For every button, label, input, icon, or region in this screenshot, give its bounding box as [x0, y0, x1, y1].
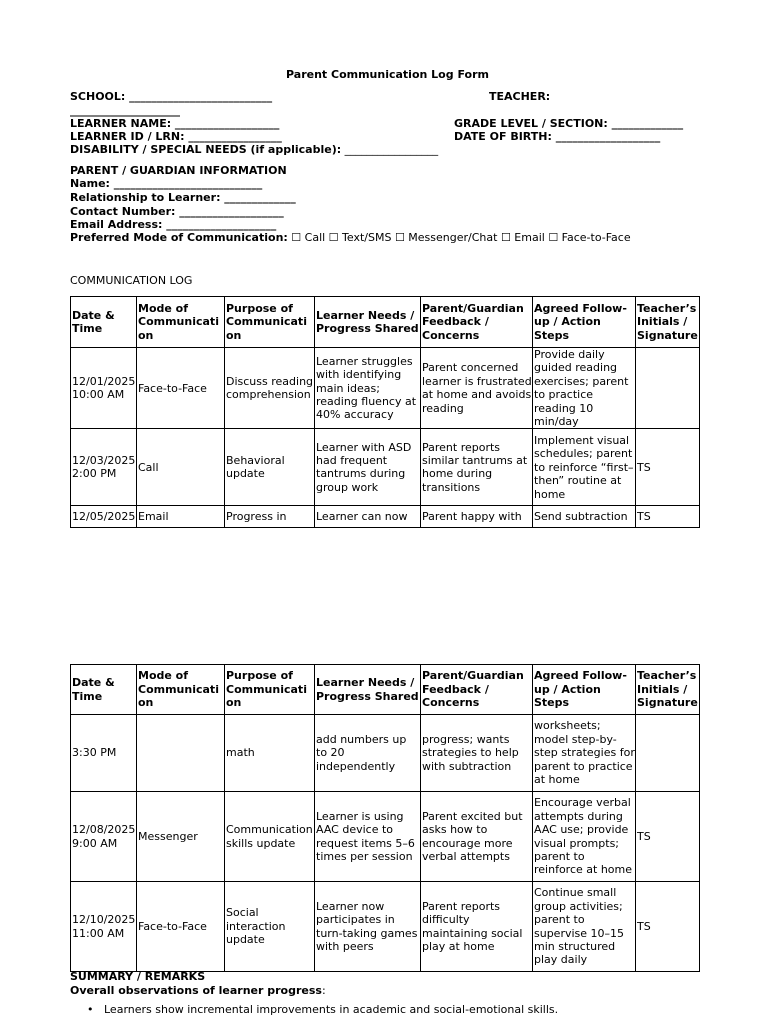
cell-date-time: 12/01/2025 10:00 AM: [71, 348, 137, 429]
table-row: [71, 429, 700, 506]
header-learner-needs: Learner Needs / Progress Shared: [315, 665, 421, 715]
cell-initials: [636, 715, 700, 792]
guardian-name-field: Name: ___________________________: [70, 177, 263, 190]
email-address-field: Email Address: ____________________: [70, 218, 277, 231]
header-date-time: Date & Time: [71, 297, 137, 348]
header-mode: Mode of Communication: [137, 297, 225, 348]
cell-initials: TS: [636, 792, 700, 882]
cell-purpose: math: [225, 715, 315, 792]
guardian-heading: PARENT / GUARDIAN INFORMATION: [70, 164, 287, 177]
cell-feedback: Parent concerned learner is frustrated at home and avoids reading: [421, 348, 533, 429]
cell-follow-up: Send subtraction: [533, 506, 636, 528]
cell-feedback: Parent excited but asks how to encourage more verbal attempts: [421, 792, 533, 882]
table-row: [71, 882, 700, 972]
communication-log-table-2: [70, 664, 700, 972]
learner-name-field: LEARNER NAME: ___________________: [70, 117, 280, 130]
cell-follow-up: Implement visual schedules; parent to reinforce “first–then” routine at home: [533, 429, 636, 506]
disability-label: DISABILITY / SPECIAL NEEDS (if applicable):: [70, 143, 342, 156]
observations-label: Overall observations of learner progress: [70, 984, 322, 997]
cell-learner-needs: Learner now participates in turn-taking games with peers: [315, 882, 421, 972]
cell-purpose: Behavioral update: [225, 429, 315, 506]
header-purpose: Purpose of Communication: [225, 665, 315, 715]
cell-follow-up: Provide daily guided reading exercises; parent to practice reading 10 min/day: [533, 348, 636, 429]
cell-learner-needs: Learner with ASD had frequent tantrums during group work: [315, 429, 421, 506]
contact-number-field: Contact Number: ___________________: [70, 205, 284, 218]
cell-learner-needs: Learner can now: [315, 506, 421, 528]
cell-mode: Face-to-Face: [137, 348, 225, 429]
header-initials: Teacher’s Initials / Signature: [636, 297, 700, 348]
header-purpose: Purpose of Communication: [225, 297, 315, 348]
communication-log-heading: COMMUNICATION LOG: [70, 274, 193, 287]
cell-purpose: Communication skills update: [225, 792, 315, 882]
header-follow-up: Agreed Follow-up / Action Steps: [533, 297, 636, 348]
cell-date-time: 3:30 PM: [71, 715, 137, 792]
cell-initials: TS: [636, 882, 700, 972]
table-header-row: [71, 665, 700, 715]
header-initials: Teacher’s Initials / Signature: [636, 665, 700, 715]
date-of-birth-field: DATE OF BIRTH: ___________________: [454, 130, 661, 143]
cell-learner-needs: Learner struggles with identifying main ideas; reading fluency at 40% accuracy: [315, 348, 421, 429]
observations-colon: :: [321, 984, 326, 997]
teacher-field: TEACHER:: [489, 90, 551, 103]
cell-date-time: 12/03/2025 2:00 PM: [71, 429, 137, 506]
disability-field: [70, 143, 438, 156]
preferred-mode-options: ☐ Call ☐ Text/SMS ☐ Messenger/Chat ☐ Email ☐ Face-to-Face: [287, 231, 631, 244]
cell-mode: Face-to-Face: [137, 882, 225, 972]
preferred-mode-field: [70, 231, 631, 244]
cell-mode: [137, 715, 225, 792]
header-learner-needs: Learner Needs / Progress Shared: [315, 297, 421, 348]
summary-heading: SUMMARY / REMARKS: [70, 970, 206, 983]
learner-id-field: LEARNER ID / LRN: _________________: [70, 130, 282, 143]
cell-initials: [636, 348, 700, 429]
cell-feedback: Parent happy with: [421, 506, 533, 528]
cell-purpose: Progress in: [225, 506, 315, 528]
cell-feedback: progress; wants strategies to help with subtraction: [421, 715, 533, 792]
table-row: [71, 348, 700, 429]
header-follow-up: Agreed Follow-up / Action Steps: [533, 665, 636, 715]
cell-date-time: 12/05/2025: [71, 506, 137, 528]
preferred-mode-label: Preferred Mode of Communication:: [70, 231, 288, 244]
table-row: [71, 506, 700, 528]
cell-learner-needs: add numbers up to 20 independently: [315, 715, 421, 792]
communication-log-table-1: [70, 296, 700, 528]
disability-blank: _________________: [341, 143, 439, 156]
header-date-time: Date & Time: [71, 665, 137, 715]
cell-follow-up: worksheets; model step-by-step strategies for parent to practice at home: [533, 715, 636, 792]
cell-purpose: Social interaction update: [225, 882, 315, 972]
cell-mode: Messenger: [137, 792, 225, 882]
list-item: • Learners show incremental improvements in academic and social-emotional skills.: [104, 1003, 558, 1017]
grade-level-field: GRADE LEVEL / SECTION: _____________: [454, 117, 684, 130]
cell-mode: Call: [137, 429, 225, 506]
cell-mode: Email: [137, 506, 225, 528]
table-header-row: [71, 297, 700, 348]
cell-initials: TS: [636, 429, 700, 506]
cell-feedback: Parent reports similar tantrums at home during transitions: [421, 429, 533, 506]
observations-line: [70, 984, 326, 997]
observations-list: [70, 1003, 558, 1017]
relationship-field: Relationship to Learner: _____________: [70, 191, 296, 204]
cell-learner-needs: Learner is using AAC device to request items 5–6 times per session: [315, 792, 421, 882]
table-row: [71, 715, 700, 792]
cell-date-time: 12/08/2025 9:00 AM: [71, 792, 137, 882]
cell-date-time: 12/10/2025 11:00 AM: [71, 882, 137, 972]
teacher-field-blank: ____________________: [70, 104, 180, 117]
header-feedback: Parent/Guardian Feedback / Concerns: [421, 665, 533, 715]
cell-follow-up: Encourage verbal attempts during AAC use; provide visual prompts; parent to reinforce at home: [533, 792, 636, 882]
header-mode: Mode of Communication: [137, 665, 225, 715]
cell-initials: TS: [636, 506, 700, 528]
header-feedback: Parent/Guardian Feedback / Concerns: [421, 297, 533, 348]
cell-purpose: Discuss reading comprehension: [225, 348, 315, 429]
school-field: SCHOOL: __________________________: [70, 90, 273, 103]
table-row: [71, 792, 700, 882]
cell-follow-up: Continue small group activities; parent to supervise 10–15 min structured play daily: [533, 882, 636, 972]
form-title: Parent Communication Log Form: [286, 68, 489, 81]
cell-feedback: Parent reports difficulty maintaining social play at home: [421, 882, 533, 972]
